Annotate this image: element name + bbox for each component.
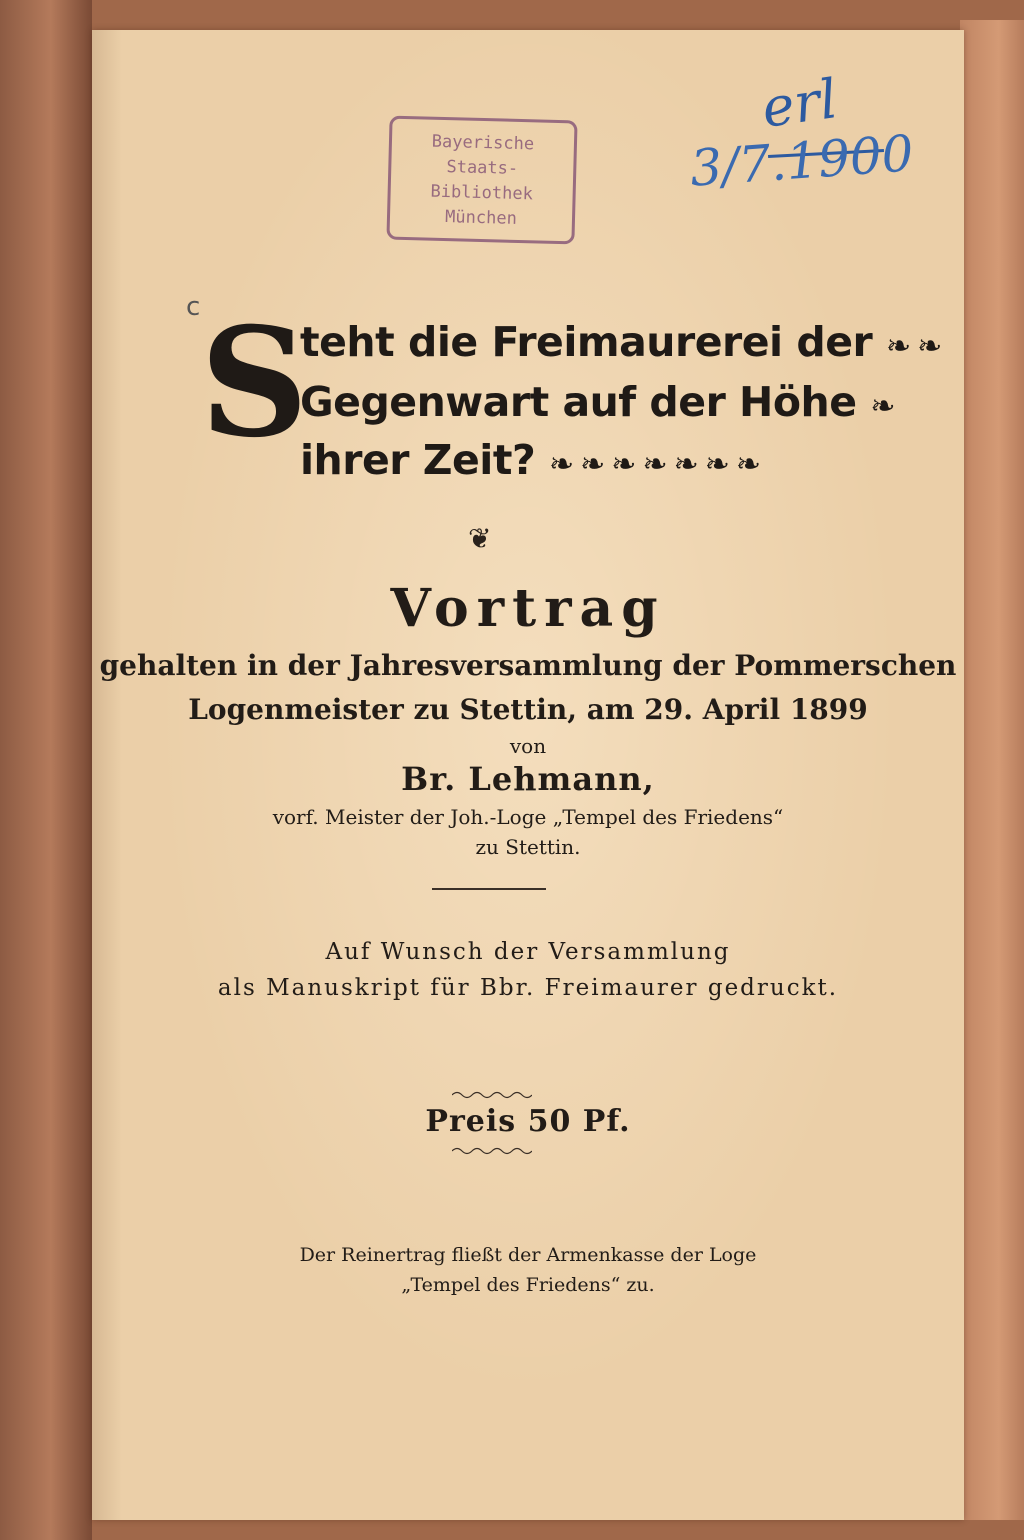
title-line-2-text: Gegenwart auf der Höhe: [300, 378, 857, 426]
author-role-line-2: zu Stettin.: [475, 835, 581, 859]
title-initial: S: [200, 295, 309, 471]
title-line-2: [300, 378, 901, 431]
occasion: [92, 644, 964, 732]
publication-note-line-2: als Manuskript für Bbr. Freimaurer gedruckt.: [217, 975, 839, 1001]
book-cover-left: [0, 0, 92, 1540]
author-role-line-1: vorf. Meister der Joh.-Loge „Tempel des Friedens“: [272, 805, 784, 829]
author-name: Br. Lehmann,: [401, 760, 655, 798]
occasion-line-2: Logenmeister zu Stettin, am 29. April 1899: [188, 693, 868, 726]
by-word: von: [509, 734, 547, 758]
book-cover-right: [960, 20, 1024, 1520]
proceeds-note: [92, 1240, 964, 1300]
ornament-icon: ❧❧: [886, 329, 949, 364]
leaf-ornament-icon: ❦: [468, 522, 492, 555]
handwritten-date: 3/7.1900: [688, 124, 916, 198]
wavy-line-bottom: [452, 1146, 532, 1156]
handwritten-signature: erl: [757, 67, 842, 140]
stamp-line: München: [444, 207, 518, 229]
title-line-3-text: ihrer Zeit?: [300, 436, 536, 484]
handwritten-margin-mark: c: [186, 292, 201, 322]
proceeds-note-line-1: Der Reinertrag fließt der Armenkasse der Loge: [299, 1244, 757, 1266]
stamp-line: Staats-: [446, 157, 519, 179]
ornament-icon: ❧: [870, 389, 902, 424]
library-stamp: [386, 116, 577, 245]
subtitle: Vortrag: [390, 578, 666, 639]
publication-note-line-1: Auf Wunsch der Versammlung: [325, 939, 731, 965]
wavy-line-top: [452, 1090, 532, 1100]
publication-note: [92, 934, 964, 1006]
title-line-3: [300, 436, 767, 489]
stamp-line: Bayerische: [431, 131, 535, 155]
author-role: [92, 802, 964, 862]
price: Preis 50 Pf.: [425, 1104, 631, 1139]
occasion-line-1: gehalten in der Jahresversammlung der Pommerschen: [99, 649, 957, 682]
title-line-1: [300, 318, 948, 371]
divider: [432, 888, 546, 890]
proceeds-note-line-2: „Tempel des Friedens“ zu.: [401, 1274, 655, 1296]
ornament-icon: ❧❧❧❧❧❧❧: [549, 447, 767, 482]
stamp-line: Bibliothek: [430, 181, 534, 205]
title-line-1-text: teht die Freimaurerei der: [300, 318, 873, 366]
